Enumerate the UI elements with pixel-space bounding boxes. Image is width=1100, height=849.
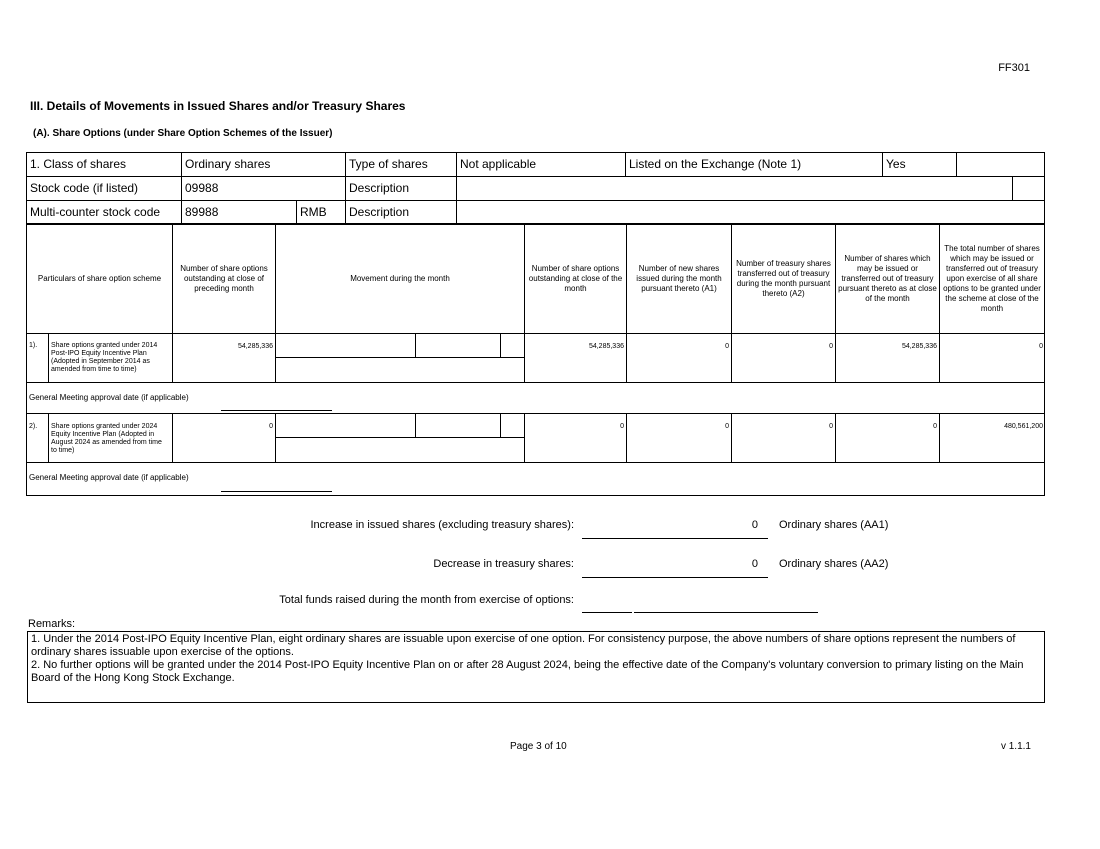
scheme-2-new-shares: 0 [725, 423, 729, 430]
page-number: Page 3 of 10 [510, 741, 567, 752]
increase-label: Increase in issued shares (excluding treasury shares): [310, 519, 574, 531]
decrease-unit: Ordinary shares (AA2) [779, 558, 889, 570]
scheme-1-outstanding-close: 54,285,336 [588, 343, 624, 350]
header-particulars: Particulars of share option scheme [37, 274, 162, 283]
header-movement: Movement during the month [350, 274, 450, 283]
form-code: FF301 [998, 62, 1030, 74]
scheme-2-total-number: 480,561,200 [1004, 423, 1043, 430]
multi-counter-currency: RMB [300, 205, 327, 219]
header-treasury-transferred: Number of treasury shares transferred out of treasury during the month pursuant thereto (A2) [736, 259, 831, 298]
remark-1: 1. Under the 2014 Post-IPO Equity Incentive Plan, eight ordinary shares are issuable upon exercise of one option. For consistency purpose, the above numbers of share options represent the numbers of ordinary shares issuable upon exercise of the options. [31, 633, 1016, 658]
type-label: Type of shares [349, 157, 428, 171]
remark-2: 2. No further options will be granted under the 2014 Post-IPO Equity Incentive Plan on or after 28 August 2024, being the effective date of the Company's voluntary conversion to primary listing on the Main Board of the Hong Kong Stock Exchange. [31, 659, 1024, 684]
version: v 1.1.1 [1000, 741, 1031, 752]
scheme-2-approval-label: General Meeting approval date (if applicable) [29, 473, 189, 482]
increase-value: 0 [751, 519, 758, 531]
scheme-2-outstanding-prev: 0 [269, 423, 273, 430]
class-value: Ordinary shares [185, 157, 271, 171]
multi-counter-value: 89988 [185, 205, 219, 219]
description-label-2: Description [349, 205, 410, 219]
scheme-1-new-shares: 0 [725, 343, 729, 350]
scheme-1-may-be-issued: 54,285,336 [901, 343, 937, 350]
decrease-value: 0 [751, 558, 758, 570]
stock-code-value: 09988 [185, 181, 219, 195]
funds-label: Total funds raised during the month from exercise of options: [279, 594, 574, 606]
scheme-1-total-number: 0 [1039, 343, 1043, 350]
class-label: 1. Class of shares [30, 157, 127, 171]
increase-unit: Ordinary shares (AA1) [779, 519, 889, 531]
scheme-1-outstanding-prev: 54,285,336 [237, 343, 273, 350]
description-label: Description [349, 181, 410, 195]
listed-label: Listed on the Exchange (Note 1) [629, 157, 802, 171]
multi-counter-label: Multi-counter stock code [30, 205, 161, 219]
subsection-title: (A). Share Options (under Share Option Schemes of the Issuer) [33, 128, 333, 139]
header-outstanding-prev: Number of share options outstanding at close of preceding month [180, 264, 268, 293]
scheme-2-treasury-transferred: 0 [829, 423, 833, 430]
scheme-2-name: Share options granted under 2024 Equity Incentive Plan (Adopted in August 2024 as amended from time to time) [51, 423, 162, 454]
scheme-2-index: 2). [29, 423, 38, 430]
scheme-1-approval-label: General Meeting approval date (if applicable) [29, 393, 189, 402]
header-outstanding-close: Number of share options outstanding at close of the month [528, 264, 623, 293]
remarks-label: Remarks: [28, 618, 76, 630]
header-new-shares: Number of new shares issued during the month pursuant thereto (A1) [636, 264, 722, 293]
decrease-label: Decrease in treasury shares: [433, 558, 574, 570]
scheme-1-index: 1). [29, 342, 38, 349]
header-may-be-issued: Number of shares which may be issued or transferred out of treasury pursuant thereto as at close of the month [838, 254, 937, 303]
scheme-2-may-be-issued: 0 [933, 423, 937, 430]
scheme-1-name: Share options granted under 2014 Post-IPO Equity Incentive Plan (Adopted in September 2014 as amended from time to time) [51, 342, 158, 373]
scheme-1-treasury-transferred: 0 [829, 343, 833, 350]
remarks-box [27, 631, 1045, 703]
listed-value: Yes [886, 157, 906, 171]
header-total-number: The total number of shares which may be issued or transferred out of treasury upon exercise of all share options to be granted under the scheme at close of the month [943, 244, 1041, 313]
section-title: III. Details of Movements in Issued Shares and/or Treasury Shares [30, 99, 406, 113]
type-value: Not applicable [460, 157, 537, 171]
stock-code-label: Stock code (if listed) [30, 181, 139, 195]
scheme-2-outstanding-close: 0 [620, 423, 624, 430]
